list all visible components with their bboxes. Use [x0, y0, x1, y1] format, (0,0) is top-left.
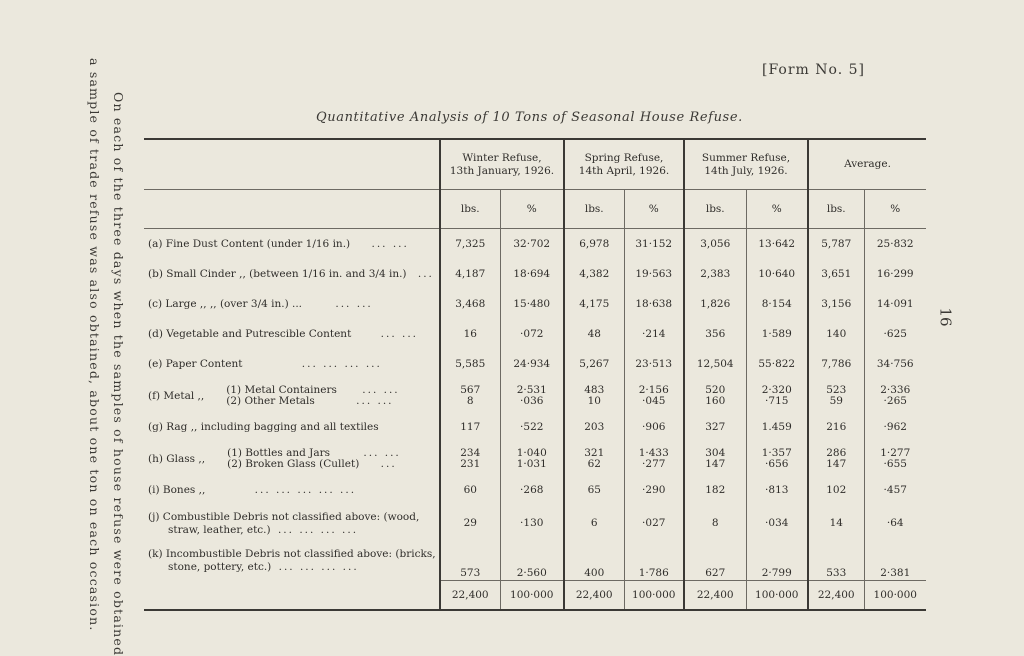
table-row: [144, 475, 926, 505]
table-cell: 1.459: [746, 412, 808, 442]
total-value: 100·000: [500, 581, 564, 611]
table-cell: 15·480: [500, 289, 564, 319]
table-cell: 483 10: [564, 379, 624, 412]
side-note: [0, 0, 140, 656]
table-cell: ·64: [864, 505, 926, 542]
total-value: 22,400: [808, 581, 864, 611]
table-cell: 8·154: [746, 289, 808, 319]
table-cell: 18·638: [624, 289, 684, 319]
table-cell: 5,267: [564, 349, 624, 379]
side-note-line-1: On each of the three days when the samples of house refuse were obtained: [111, 92, 126, 656]
pct-header: %: [624, 190, 684, 229]
table-cell: 533: [808, 542, 864, 581]
pct-header: %: [746, 190, 808, 229]
table-cell: ·522: [500, 412, 564, 442]
table-cell: 400: [564, 542, 624, 581]
row-label: (d) Vegetable and Putrescible Content ... ...: [148, 327, 419, 340]
table-cell: 327: [684, 412, 746, 442]
table-cell: ·027: [624, 505, 684, 542]
table-cell: ·072: [500, 319, 564, 349]
table-row: [144, 229, 926, 260]
table-cell: 1·433 ·277: [624, 442, 684, 475]
table-cell: 3,468: [440, 289, 500, 319]
table-cell: ·813: [746, 475, 808, 505]
table-row: [144, 259, 926, 289]
table-cell: 304 147: [684, 442, 746, 475]
totals-row: [144, 581, 926, 611]
table-cell: 32·702: [500, 229, 564, 260]
table-cell: ·962: [864, 412, 926, 442]
table-cell: 117: [440, 412, 500, 442]
summer-header: Summer Refuse, 14th July, 1926.: [684, 139, 808, 190]
table-cell: 2·336 ·265: [864, 379, 926, 412]
table-cell: 1·786: [624, 542, 684, 581]
table-cell: 16: [440, 319, 500, 349]
table-cell: 12,504: [684, 349, 746, 379]
table-cell: ·130: [500, 505, 564, 542]
table-cell: 34·756: [864, 349, 926, 379]
table-cell: 321 62: [564, 442, 624, 475]
table-cell: 4,187: [440, 259, 500, 289]
table-cell: 3,156: [808, 289, 864, 319]
table-cell: ·906: [624, 412, 684, 442]
table-row: [144, 542, 926, 581]
table-cell: 356: [684, 319, 746, 349]
table-cell: 627: [684, 542, 746, 581]
lbs-header: lbs.: [684, 190, 746, 229]
row-label: (c) Large ,, ,, (over 3/4 in.) ... ... ...: [148, 297, 373, 310]
lbs-header: lbs.: [564, 190, 624, 229]
table-cell: 2·560: [500, 542, 564, 581]
table-cell: 10·640: [746, 259, 808, 289]
table-cell: 523 59: [808, 379, 864, 412]
table-cell: 14·091: [864, 289, 926, 319]
table-cell: 1·357 ·656: [746, 442, 808, 475]
total-value: 100·000: [746, 581, 808, 611]
table-cell: 2·799: [746, 542, 808, 581]
table-cell: 2·531 ·036: [500, 379, 564, 412]
table-cell: ·290: [624, 475, 684, 505]
table-cell: 18·694: [500, 259, 564, 289]
table-cell: 4,175: [564, 289, 624, 319]
table-cell: 14: [808, 505, 864, 542]
table-cell: 5,787: [808, 229, 864, 260]
table-cell: 7,786: [808, 349, 864, 379]
table-cell: 55·822: [746, 349, 808, 379]
group-header-row: [144, 139, 926, 190]
table-row: [144, 412, 926, 442]
table-cell: 25·832: [864, 229, 926, 260]
total-value: 100·000: [624, 581, 684, 611]
row-label: (h) Glass ,, (1) Bottles and Jars ... ... (2) Broken Glass (Cullet) ...: [148, 446, 401, 470]
table-cell: 286 147: [808, 442, 864, 475]
table-row: [144, 442, 926, 475]
table-cell: 2,383: [684, 259, 746, 289]
table-cell: 19·563: [624, 259, 684, 289]
table-cell: ·457: [864, 475, 926, 505]
table-cell: 1·277 ·655: [864, 442, 926, 475]
lbs-header: lbs.: [808, 190, 864, 229]
average-header: Average.: [808, 139, 926, 190]
table-cell: 8: [684, 505, 746, 542]
side-note-line-2: a sample of trade refuse was also obtained, about one ton on each occasion.: [87, 58, 102, 632]
table-cell: 29: [440, 505, 500, 542]
table-row: [144, 319, 926, 349]
table-cell: ·034: [746, 505, 808, 542]
table-row: [144, 349, 926, 379]
row-label: (f) Metal ,, (1) Metal Containers ... ... (2) Other Metals ... ...: [148, 383, 400, 407]
table-cell: 3,056: [684, 229, 746, 260]
table-cell: 24·934: [500, 349, 564, 379]
total-value: 100·000: [864, 581, 926, 611]
table-cell: 2·381: [864, 542, 926, 581]
label-header: [144, 139, 440, 190]
table-cell: 6: [564, 505, 624, 542]
row-label: (a) Fine Dust Content (under 1/16 in.) ... ...: [148, 237, 409, 250]
table-cell: 60: [440, 475, 500, 505]
table-cell: 48: [564, 319, 624, 349]
spring-header: Spring Refuse, 14th April, 1926.: [564, 139, 684, 190]
lbs-header: lbs.: [440, 190, 500, 229]
unit-header-row: [144, 190, 926, 229]
table-cell: 16·299: [864, 259, 926, 289]
table-cell: 2·320 ·715: [746, 379, 808, 412]
total-value: 22,400: [564, 581, 624, 611]
winter-header: Winter Refuse, 13th January, 1926.: [440, 139, 564, 190]
table-row: [144, 289, 926, 319]
table-cell: 203: [564, 412, 624, 442]
form-label: [Form No. 5]: [762, 62, 865, 78]
table-title: Quantitative Analysis of 10 Tons of Seasonal House Refuse.: [316, 110, 743, 125]
table-cell: 3,651: [808, 259, 864, 289]
row-label: (j) Combustible Debris not classified above: (wood, straw, leather, etc.) ... ... ... ...: [148, 510, 420, 536]
table-cell: 65: [564, 475, 624, 505]
table-cell: 573: [440, 542, 500, 581]
table-cell: 182: [684, 475, 746, 505]
table-cell: 13·642: [746, 229, 808, 260]
table-cell: 4,382: [564, 259, 624, 289]
table-cell: 6,978: [564, 229, 624, 260]
row-label: (i) Bones ,, ... ... ... ... ...: [148, 483, 357, 496]
row-label: (g) Rag ,, including bagging and all textiles: [148, 420, 379, 433]
pct-header: %: [864, 190, 926, 229]
pct-header: %: [500, 190, 564, 229]
table-cell: 1,826: [684, 289, 746, 319]
table-cell: 140: [808, 319, 864, 349]
row-label: (e) Paper Content ... ... ... ...: [148, 357, 382, 370]
table-cell: 567 8: [440, 379, 500, 412]
table-cell: 7,325: [440, 229, 500, 260]
refuse-analysis-table: [144, 138, 926, 611]
table-cell: ·625: [864, 319, 926, 349]
table-cell: ·214: [624, 319, 684, 349]
table-cell: 1·589: [746, 319, 808, 349]
row-label: (k) Incombustible Debris not classified above: (bricks, stone, pottery, etc.) ... ... ... ...: [148, 548, 436, 574]
table-cell: 216: [808, 412, 864, 442]
table-cell: 2·156 ·045: [624, 379, 684, 412]
table-cell: 520 160: [684, 379, 746, 412]
table-cell: 5,585: [440, 349, 500, 379]
table-cell: 1·040 1·031: [500, 442, 564, 475]
table-cell: 102: [808, 475, 864, 505]
table-row: [144, 505, 926, 542]
page-number: 16: [936, 307, 955, 327]
total-value: 22,400: [440, 581, 500, 611]
table-cell: 23·513: [624, 349, 684, 379]
table-cell: 234 231: [440, 442, 500, 475]
table-cell: ·268: [500, 475, 564, 505]
table-cell: 31·152: [624, 229, 684, 260]
table-row: [144, 379, 926, 412]
row-label: (b) Small Cinder ,, (between 1/16 in. and 3/4 in.) ...: [148, 267, 434, 280]
total-value: 22,400: [684, 581, 746, 611]
